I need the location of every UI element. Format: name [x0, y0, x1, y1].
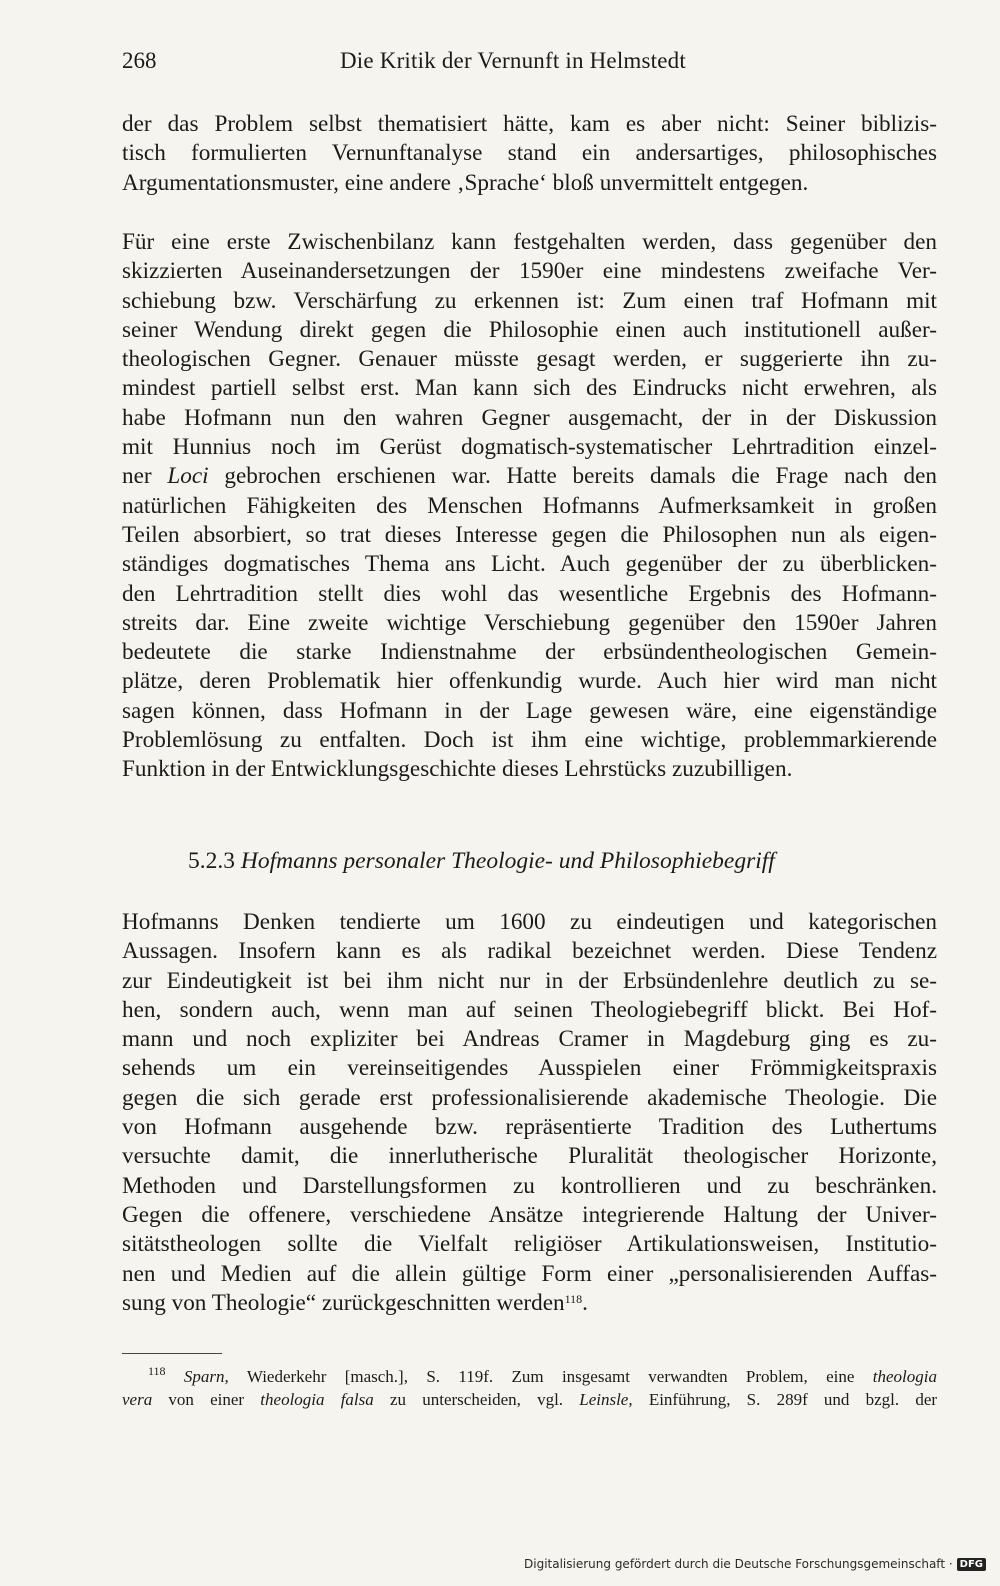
text-line: Teilen absorbiert, so trat dieses Interesse gegen die Philosophen nun als eigen-: [122, 521, 937, 548]
text-line: skizzierten Auseinandersetzungen der 1590er eine mindestens zweifache Ver-: [122, 258, 937, 285]
text-line: streits dar. Eine zweite wichtige Verschiebung gegenüber den 1590er Jahren: [122, 609, 937, 636]
page-number: 268: [122, 48, 157, 73]
running-head: Die Kritik der Vernunft in Helmstedt: [340, 48, 686, 73]
text-line: natürlichen Fähigkeiten des Menschen Hofmanns Aufmerksamkeit in großen: [122, 492, 937, 519]
page-header: [122, 48, 937, 82]
text-line: Für eine erste Zwischenbilanz kann festgehalten werden, dass gegenüber den: [122, 229, 937, 255]
text-line: plätze, deren Problematik hier offenkundig wurde. Auch hier wird man nicht: [122, 668, 937, 695]
text-line: zur Eindeutigkeit ist bei ihm nicht nur in der Erbsündenlehre deutlich zu se-: [122, 967, 937, 994]
text-line: den Lehrtradition stellt dies wohl das wesentliche Ergebnis des Hofmann-: [122, 580, 937, 607]
text-line: sitätstheologen sollte die Vielfalt religiöser Artikulationsweisen, Institutio-: [122, 1231, 937, 1258]
text-line: Problemlösung zu entfalten. Doch ist ihm eine wichtige, problemmarkierende: [122, 727, 937, 754]
italic-term: vera: [122, 1390, 153, 1409]
text-line: Aussagen. Insofern kann es als radikal bezeichnet werden. Diese Tendenz: [122, 938, 937, 965]
text-line: schiebung bzw. Verschärfung zu erkennen ist: Zum einen traf Hofmann mit: [122, 287, 937, 314]
text-segment: zu unterscheiden, vgl.: [389, 1390, 564, 1409]
text-line: habe Hofmann nun den wahren Gegner ausgemacht, der in der Diskussion: [122, 404, 937, 431]
text-line: von Hofmann ausgehende bzw. repräsentierte Tradition des Luthertums: [122, 1114, 937, 1141]
author-name: Sparn,: [183, 1367, 229, 1386]
text-line: bedeutete die starke Indienstnahme der erbsündentheologischen Gemein-: [122, 639, 937, 666]
text-line: sung von Theologie“ zurückgeschnitten werden$^{118}$.: [122, 1289, 588, 1316]
text-line: gegen die sich gerade erst professionalisierende akademische Theologie. Die: [122, 1084, 937, 1111]
text-line: versuchte damit, die innerlutherische Pluralität theologischer Horizonte,: [122, 1143, 937, 1170]
text-segment: Wiederkehr [masch.], S. 119f. Zum insgesamt verwandten Problem, eine: [246, 1367, 855, 1386]
dfg-logo: DFG: [957, 1558, 986, 1571]
author-name: Leinsle,: [579, 1390, 633, 1409]
text-line: Methoden und Darstellungsformen zu kontrollieren und zu beschränken.: [122, 1172, 937, 1199]
footnote-line: [122, 1365, 937, 1388]
text-line: nen und Medien auf die allein gültige Form einer „personalisierenden Auffas-: [122, 1260, 937, 1287]
footnote-line: [122, 1388, 937, 1411]
italic-term: theologia falsa: [260, 1390, 374, 1409]
text-line-mixed: [122, 462, 937, 491]
text-line: tisch formulierten Vernunftanalyse stand ein andersartiges, philosophisches: [122, 140, 937, 167]
text-line: seiner Wendung direkt gegen die Philosophie einen auch institutionell außer-: [122, 316, 937, 343]
text-line: mindest partiell selbst erst. Man kann sich des Eindrucks nicht erwehren, als: [122, 375, 937, 402]
text-line: Gegen die offenere, verschiedene Ansätze integrierende Haltung der Univer-: [122, 1201, 937, 1228]
text-line: theologischen Gegner. Genauer müsste gesagt werden, er suggerierte ihn zu-: [122, 346, 937, 373]
text-segment: ner: [122, 463, 152, 490]
footnote-number: 118: [148, 1364, 166, 1378]
paragraph-continuation: [122, 110, 937, 198]
text-segment: gebrochen erschienen war. Hatte bereits damals die Frage nach den: [224, 463, 938, 490]
text-line: Argumentationsmuster, eine andere ‚Sprache‘ bloß unvermittelt entgegen.: [122, 169, 809, 196]
text-line: mit Hunnius noch im Gerüst dogmatisch-systematischer Lehrtradition einzel-: [122, 434, 937, 461]
text-line: der das Problem selbst thematisiert hätte, kam es aber nicht: Seiner biblizis-: [122, 111, 937, 137]
digitization-footer: [524, 1557, 986, 1571]
section-title: Hofmanns personaler Theologie- und Philosophiebegriff: [240, 848, 775, 874]
section-heading: [188, 848, 775, 875]
footnote: [122, 1365, 937, 1411]
text-line: sagen können, dass Hofmann in der Lage gewesen wäre, eine eigenständige: [122, 697, 937, 724]
paragraph-interim-summary: [122, 228, 937, 785]
footnote-reference[interactable]: 118: [564, 1291, 583, 1306]
text-line: hen, sondern auch, wenn man auf seinen Theologiebegriff blickt. Bei Hof-: [122, 996, 937, 1023]
text-line: ständiges dogmatisches Thema ans Licht. Auch gegenüber der zu überblicken-: [122, 551, 937, 578]
paragraph-theology-concept: [122, 908, 937, 1318]
footnote-divider: [122, 1353, 222, 1354]
footer-text: Digitalisierung gefördert durch die Deutsche Forschungsgemeinschaft ·: [524, 1557, 953, 1571]
text-segment: Einführung, S. 289f und bzgl. der: [648, 1390, 938, 1409]
text-line: Funktion in der Entwicklungsgeschichte dieses Lehrstücks zuzubilligen.: [122, 756, 793, 783]
text-line: Hofmanns Denken tendierte um 1600 zu eindeutigen und kategorischen: [122, 909, 937, 935]
italic-term: Loci: [167, 463, 209, 490]
italic-term: theologia: [872, 1367, 937, 1386]
text-line: sehends um ein vereinseitigendes Ausspielen einer Frömmigkeitspraxis: [122, 1055, 937, 1082]
section-number: 5.2.3: [188, 848, 235, 874]
text-segment: sung von Theologie“ zurückgeschnitten werden: [122, 1289, 565, 1316]
text-line: mann und noch expliziter bei Andreas Cramer in Magdeburg ging es zu-: [122, 1026, 937, 1053]
text-segment: von einer: [168, 1390, 245, 1409]
